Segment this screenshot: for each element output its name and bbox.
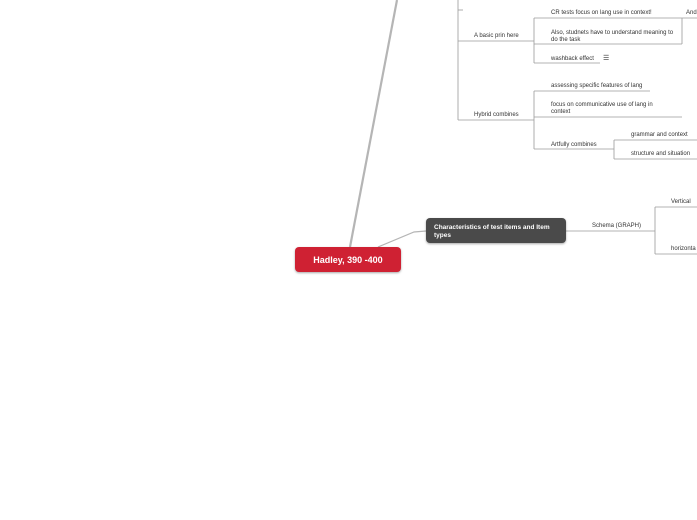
subtopic-washback[interactable] xyxy=(551,56,594,63)
main-topic-label: Characteristics of test items and Item types xyxy=(434,224,550,239)
subtopic-focus-label: focus on communicative use of lang in context xyxy=(551,102,653,115)
subtopic-structure[interactable] xyxy=(631,151,690,158)
topic-schema-label: Schema (GRAPH) xyxy=(592,223,642,229)
root-topic[interactable] xyxy=(295,247,401,272)
subtopic-horizontal-label: horizonta xyxy=(671,246,696,252)
topic-schema[interactable] xyxy=(592,223,641,230)
subtopic-washback-label: washback effect xyxy=(551,56,594,62)
subtopic-cr-tests-label: CR tests focus on lang use in context! xyxy=(551,10,652,16)
topic-hybrid[interactable] xyxy=(474,112,519,119)
subtopic-horizontal[interactable] xyxy=(671,246,696,253)
subtopic-cr-tests[interactable] xyxy=(551,10,652,17)
subtopic-vertical[interactable] xyxy=(671,199,691,206)
subtopic-understand-label: Also, studnets have to understand meaning to do the task xyxy=(551,30,674,43)
menu-lines-icon[interactable]: ☰ xyxy=(603,55,610,62)
main-topic[interactable] xyxy=(426,218,566,243)
topic-basic-prin-label: A basic prin here xyxy=(474,33,519,39)
subtopic-artfully-label: Artfully combines xyxy=(551,142,597,148)
subtopic-vertical-label: Vertical xyxy=(671,199,691,205)
root-topic-label: Hadley, 390 -400 xyxy=(313,254,383,265)
subtopic-cr-tests-child-label: And xyxy=(686,10,697,16)
subtopic-artfully[interactable] xyxy=(551,142,597,149)
subtopic-cr-tests-child[interactable] xyxy=(686,10,697,17)
subtopic-grammar-label: grammar and context xyxy=(631,132,688,138)
topic-basic-prin[interactable] xyxy=(474,33,519,40)
subtopic-focus[interactable] xyxy=(551,102,669,116)
topic-hybrid-label: Hybrid combines xyxy=(474,112,519,118)
subtopic-assessing-label: assessing specific features of lang xyxy=(551,83,643,89)
subtopic-understand[interactable] xyxy=(551,30,679,44)
subtopic-assessing[interactable] xyxy=(551,83,642,90)
subtopic-structure-label: structure and situation xyxy=(631,151,691,157)
subtopic-grammar[interactable] xyxy=(631,132,688,139)
